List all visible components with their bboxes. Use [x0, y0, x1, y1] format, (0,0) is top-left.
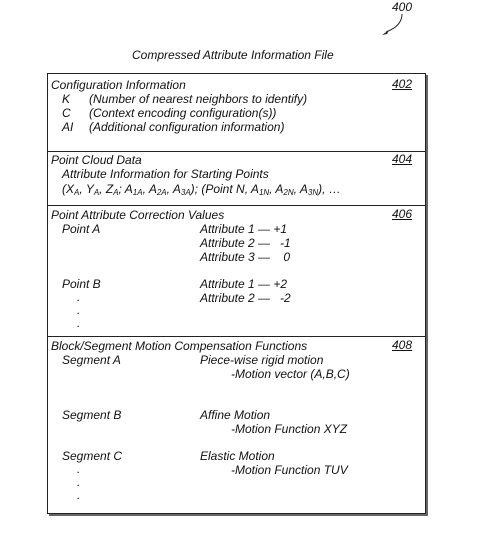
ellipsis-dot: .	[77, 488, 81, 502]
leader-arrow-icon	[378, 12, 408, 38]
reference-number: 406	[392, 207, 413, 221]
attribute-correction: Attribute 1 — +1	[200, 222, 288, 236]
section-title: Configuration Information	[51, 78, 186, 92]
reference-number: 402	[392, 77, 413, 91]
motion-detail: -Motion Function TUV	[231, 463, 348, 477]
attribute-correction: Attribute 2 — -1	[200, 236, 291, 250]
motion-type: Affine Motion	[200, 408, 271, 422]
attribute-correction: Attribute 3 — 0	[200, 250, 291, 264]
segment-label: Segment C	[62, 449, 123, 463]
ellipsis-dot: .	[77, 290, 81, 304]
ellipsis-dot: .	[77, 303, 81, 317]
ellipsis-dot: .	[77, 475, 81, 489]
file-title: Compressed Attribute Information File	[132, 48, 334, 62]
segment-label: Segment A	[62, 353, 121, 367]
attribute-formula: ($X_A$, $Y_A$, $Z_A$; $A_{1A}$, $A_{2A}$, $A_{3A}$); (Point N, $A_{1N}$, $A_{2N}$, $A_{3N}$), …	[62, 182, 341, 197]
reference-number: 408	[392, 338, 413, 352]
motion-detail: -Motion vector (A,B,C)	[231, 367, 350, 381]
section-title: Point Attribute Correction Values	[51, 208, 225, 222]
segment-label: Segment B	[62, 408, 122, 422]
attribute-correction: Attribute 1 — +2	[200, 277, 288, 291]
ellipsis-dot: .	[77, 462, 81, 476]
reference-number: 404	[392, 152, 413, 166]
config-desc: (Additional configuration information)	[89, 120, 285, 134]
config-key: C	[62, 106, 71, 120]
section-title: Block/Segment Motion Compensation Functions	[51, 339, 308, 353]
section-subtitle: Attribute Information for Starting Points	[62, 167, 269, 181]
point-label: Point B	[62, 277, 101, 291]
ellipsis-dot: .	[77, 316, 81, 330]
section-divider	[47, 336, 426, 337]
point-label: Point A	[62, 222, 101, 236]
config-key: AI	[62, 120, 74, 134]
attribute-correction: Attribute 2 — -2	[200, 291, 291, 305]
section-divider	[47, 205, 426, 206]
config-desc: (Context encoding configuration(s))	[89, 106, 277, 120]
motion-type: Elastic Motion	[200, 449, 275, 463]
motion-detail: -Motion Function XYZ	[231, 422, 348, 436]
config-key: K	[62, 92, 71, 106]
section-divider	[47, 151, 426, 152]
section-title: Point Cloud Data	[51, 153, 142, 167]
figure-number: 400	[392, 0, 413, 14]
config-desc: (Number of nearest neighbors to identify)	[89, 92, 308, 106]
motion-type: Piece-wise rigid motion	[200, 353, 324, 367]
